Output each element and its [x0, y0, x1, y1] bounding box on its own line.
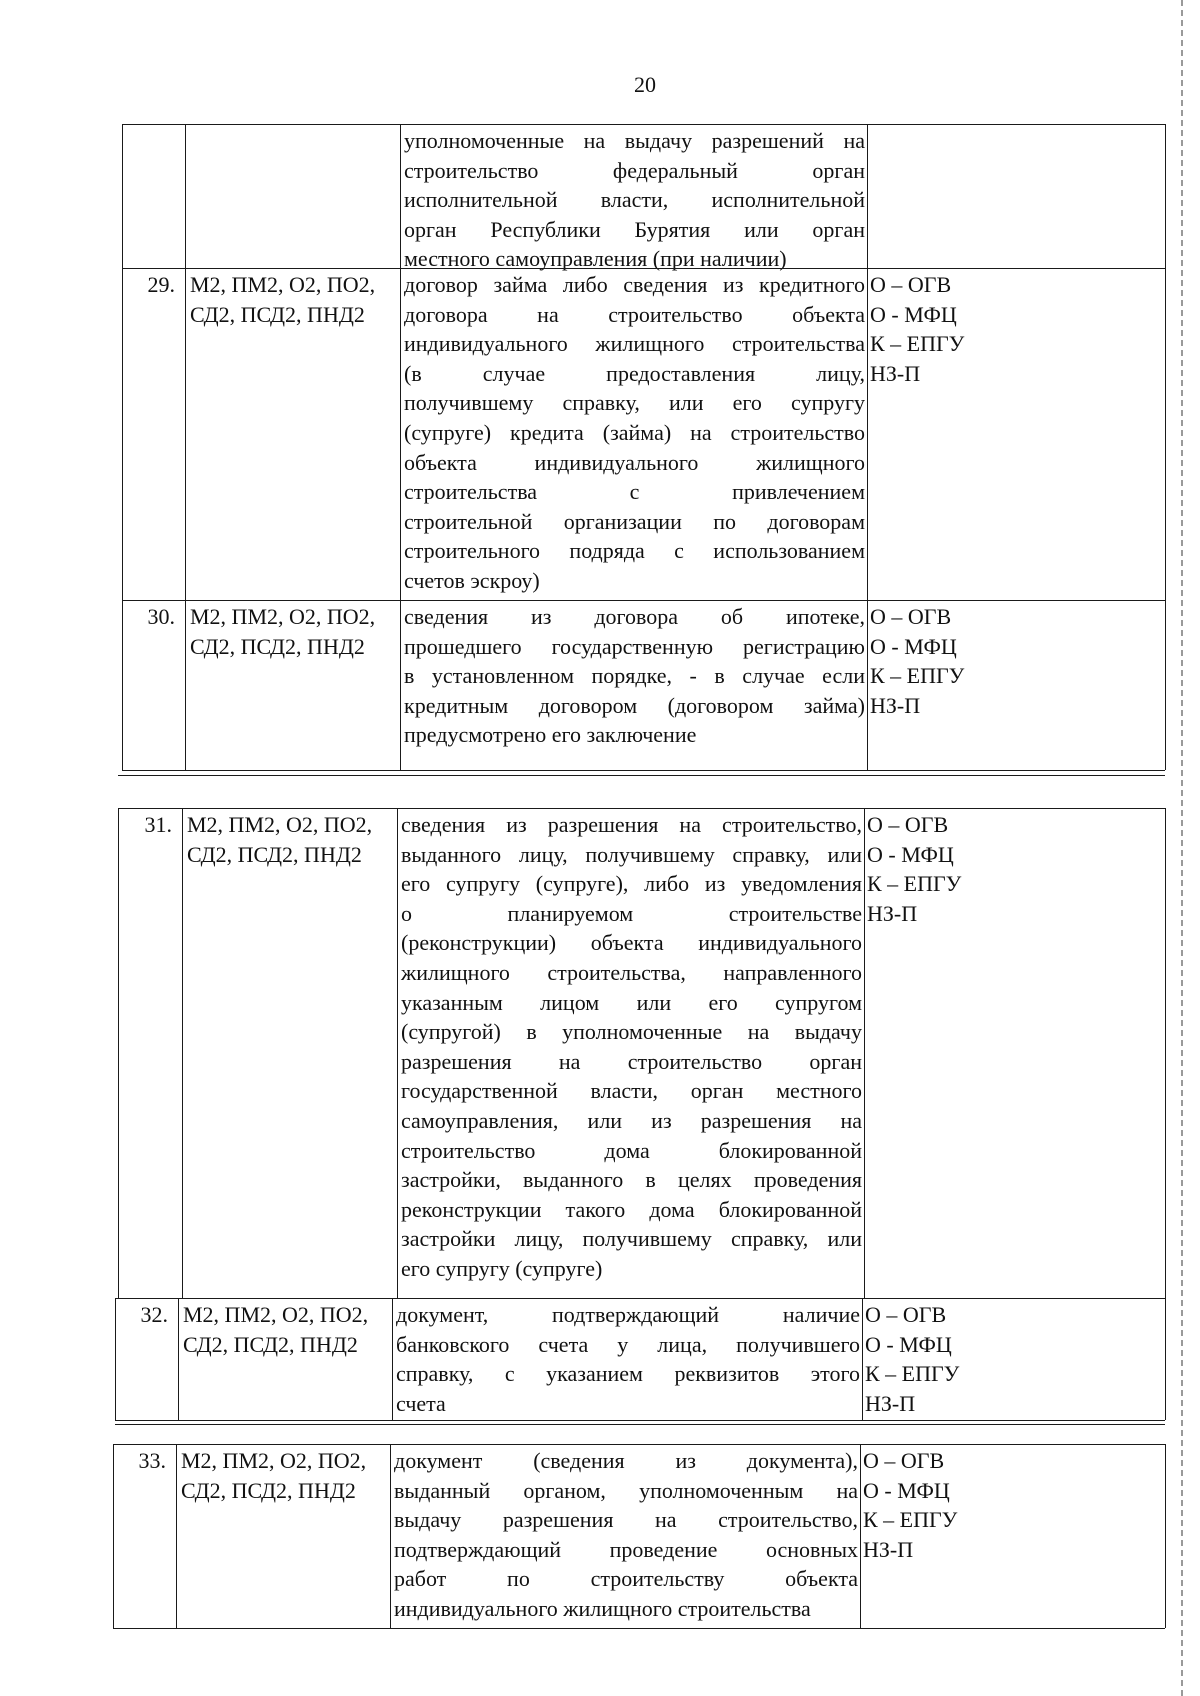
row-codes: М2, ПМ2, О2, ПО2, СД2, ПСД2, ПНД2 [190, 272, 376, 327]
source-code: О – ОГВ [863, 1448, 945, 1473]
page-number: 20 [634, 72, 656, 97]
table-column-rule [862, 1298, 863, 1420]
source-code: О – ОГВ [867, 812, 949, 837]
row-sources [867, 810, 1162, 928]
description-line: застройки лицу, получившему справку, или [401, 1226, 862, 1252]
description-line: документ, подтверждающий наличие [396, 1302, 860, 1327]
description-line: (в случае предоставления лицу, [404, 360, 865, 386]
table-rule [118, 775, 1165, 776]
description-line: местного самоуправления (при наличии) [404, 246, 787, 272]
description-line: строительство дома блокированной [401, 1137, 862, 1163]
row-number: 30. [147, 604, 175, 629]
table-column-rule [1165, 1444, 1166, 1628]
description-line: орган Республики Бурятия или орган [404, 216, 865, 242]
source-code: О - МФЦ [865, 1331, 952, 1357]
table-column-rule [400, 124, 401, 770]
description-line: разрешения на строительство орган [401, 1048, 862, 1074]
table-rule [122, 124, 1165, 125]
table-column-rule [182, 808, 183, 1298]
row-description [396, 1300, 860, 1418]
source-code: О – ОГВ [870, 272, 952, 297]
source-code: К – ЕПГУ [867, 871, 962, 897]
source-code: О - МФЦ [867, 841, 954, 867]
row-sources [865, 1300, 1162, 1418]
description-line: получившему справку, или его супругу [404, 390, 865, 416]
description-line: жилищного строительства, направленного [401, 959, 862, 985]
row-description [394, 1446, 858, 1624]
row-sources [863, 1446, 1162, 1564]
description-line: строительной организации по договорам [404, 508, 865, 534]
description-line: строительство федеральный орган [404, 157, 865, 183]
table-column-rule [1165, 1298, 1166, 1420]
description-line: о планируемом строительстве [401, 900, 862, 926]
row-number: 33. [138, 1448, 166, 1473]
source-code: К – ЕПГУ [863, 1507, 958, 1533]
row-description [404, 126, 865, 274]
description-line: выдачу разрешения на строительство, [394, 1507, 858, 1533]
description-line: указанным лицом или его супругом [401, 989, 862, 1015]
table-column-rule [1165, 124, 1166, 770]
description-line: реконструкции такого дома блокированной [401, 1196, 862, 1222]
table-column-rule [1165, 808, 1166, 1298]
description-line: предусмотрено его заключение [404, 722, 697, 748]
row-description [404, 270, 865, 596]
table-column-rule [390, 1444, 391, 1628]
table-rule [122, 268, 1165, 269]
table-column-rule [185, 124, 186, 770]
description-line: счета [396, 1390, 446, 1416]
row-number: 31. [144, 812, 172, 837]
description-line: строительства с привлечением [404, 479, 865, 505]
scan-edge-dashes [1181, 0, 1183, 1696]
table-column-rule [118, 808, 119, 1298]
source-code: О – ОГВ [870, 604, 952, 629]
description-line: прошедшего государственную регистрацию [404, 633, 865, 659]
source-code: О - МФЦ [870, 633, 957, 659]
source-code: К – ЕПГУ [870, 331, 965, 357]
description-line: документ (сведения из документа), [394, 1448, 858, 1473]
source-code: НЗ-П [870, 692, 921, 718]
description-line: работ по строительству объекта [394, 1566, 858, 1592]
source-code: НЗ-П [867, 900, 918, 926]
description-line: строительного подряда с использованием [404, 538, 865, 564]
description-line: его супругу (супруге) [401, 1255, 603, 1281]
description-line: договора на строительство объекта [404, 301, 865, 327]
row-codes: М2, ПМ2, О2, ПО2, СД2, ПСД2, ПНД2 [181, 1448, 367, 1503]
description-line: (супругой) в уполномоченные на выдачу [401, 1019, 862, 1045]
source-code: О - МФЦ [863, 1477, 950, 1503]
description-line: счетов эскроу) [404, 567, 540, 593]
description-line: выданного лицу, получившему справку, или [401, 841, 862, 867]
row-sources [870, 270, 1162, 388]
source-code: НЗ-П [865, 1390, 916, 1416]
row-description [404, 602, 865, 750]
source-code: О – ОГВ [865, 1302, 947, 1327]
source-code: О - МФЦ [870, 301, 957, 327]
source-code: НЗ-П [870, 360, 921, 386]
description-line: объекта индивидуального жилищного [404, 449, 865, 475]
table-rule [122, 770, 1165, 771]
table-column-rule [178, 1298, 179, 1420]
table-rule [122, 600, 1165, 601]
table-rule [115, 1424, 1165, 1425]
description-line: исполнительной власти, исполнительной [404, 187, 865, 213]
table-column-rule [176, 1444, 177, 1628]
description-line: уполномоченные на выдачу разрешений на [404, 128, 865, 153]
description-line: (супруге) кредита (займа) на строительство [404, 419, 865, 445]
source-code: К – ЕПГУ [865, 1361, 960, 1387]
row-number: 29. [147, 272, 175, 297]
description-line: его супругу (супруге), либо из уведомления [401, 871, 862, 897]
description-line: банковского счета у лица, получившего [396, 1331, 860, 1357]
description-line: застройки, выданного в целях проведения [401, 1167, 862, 1193]
table-column-rule [397, 808, 398, 1298]
description-line: сведения из договора об ипотеке, [404, 604, 865, 629]
source-code: К – ЕПГУ [870, 663, 965, 689]
row-description [401, 810, 862, 1284]
description-line: сведения из разрешения на строительство, [401, 812, 862, 837]
description-line: (реконструкции) объекта индивидуального [401, 930, 862, 956]
row-codes: М2, ПМ2, О2, ПО2, СД2, ПСД2, ПНД2 [190, 604, 376, 659]
table-column-rule [864, 808, 865, 1298]
description-line: выданный органом, уполномоченным на [394, 1477, 858, 1503]
row-codes: М2, ПМ2, О2, ПО2, СД2, ПСД2, ПНД2 [187, 812, 373, 867]
table-rule [113, 1628, 1165, 1629]
description-line: в установленном порядке, - в случае если [404, 663, 865, 689]
description-line: кредитным договором (договором займа) [404, 692, 865, 718]
table-rule [113, 1444, 1165, 1445]
source-code: НЗ-П [863, 1536, 914, 1562]
table-rule [118, 808, 1165, 809]
row-sources [870, 602, 1162, 720]
description-line: самоуправления, или из разрешения на [401, 1107, 862, 1133]
table-rule [115, 1298, 1165, 1299]
table-column-rule [867, 124, 868, 770]
description-line: договор займа либо сведения из кредитного [404, 272, 865, 297]
description-line: подтверждающий проведение основных [394, 1536, 858, 1562]
description-line: индивидуального жилищного строительства [394, 1595, 811, 1621]
row-number: 32. [140, 1302, 168, 1327]
description-line: справку, с указанием реквизитов этого [396, 1361, 860, 1387]
table-column-rule [122, 124, 123, 770]
description-line: индивидуального жилищного строительства [404, 331, 865, 357]
row-codes: М2, ПМ2, О2, ПО2, СД2, ПСД2, ПНД2 [183, 1302, 369, 1357]
table-column-rule [392, 1298, 393, 1420]
description-line: государственной власти, орган местного [401, 1078, 862, 1104]
table-column-rule [860, 1444, 861, 1628]
table-rule [115, 1420, 1165, 1421]
